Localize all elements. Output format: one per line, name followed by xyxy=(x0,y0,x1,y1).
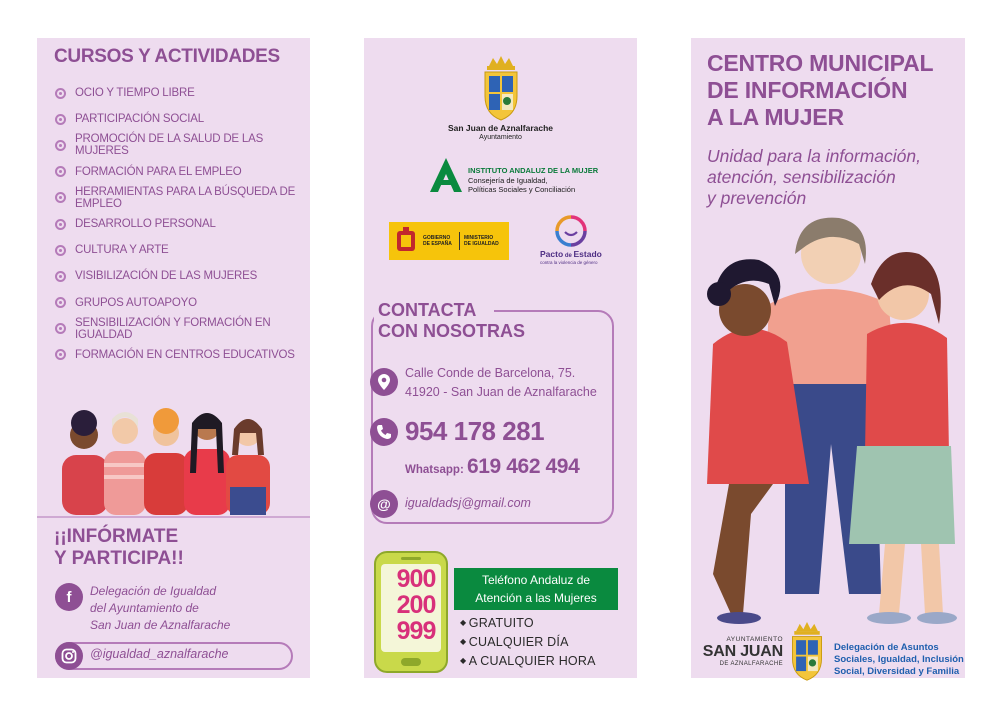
location-pin-icon xyxy=(55,140,66,151)
iam-logo xyxy=(428,156,464,194)
phone-icon xyxy=(370,418,398,446)
facebook-icon: f xyxy=(55,583,83,611)
hotline-number[interactable]: 900 200 999 xyxy=(396,565,436,645)
list-item: VISIBILIZACIÓN DE LAS MUJERES xyxy=(55,263,310,289)
list-item: HERRAMIENTAS PARA LA BÚSQUEDA DE EMPLEO xyxy=(55,185,310,211)
feature-any-day: ◆ CUALQUIER DÍA xyxy=(460,635,569,649)
list-item: DESARROLLO PERSONAL xyxy=(55,211,310,237)
location-pin-icon xyxy=(55,271,66,282)
list-item: OCIO Y TIEMPO LIBRE xyxy=(55,80,310,106)
location-pin-icon xyxy=(55,219,66,230)
pacto-estado-logo xyxy=(554,214,588,248)
hotline-banner: Teléfono Andaluz de Atención a las Mujeres xyxy=(454,568,618,610)
municipal-shield-logo xyxy=(481,56,521,122)
women-group-illustration xyxy=(54,383,292,515)
phone-number[interactable]: 954 178 281 xyxy=(405,416,545,446)
location-pin-icon xyxy=(55,323,66,334)
list-item: GRUPOS AUTOAPOYO xyxy=(55,290,310,316)
email-icon: @ xyxy=(370,490,398,518)
footer-ayto-wordmark: AYUNTAMIENTO SAN JUAN DE AZNALFARACHE xyxy=(702,636,783,667)
delegation-name: Delegación de Asuntos Sociales, Igualdad, Inclusión Social, Diversidad y Familia xyxy=(834,642,964,677)
location-pin-icon xyxy=(55,166,66,177)
contact-title: CONTACTA CON NOSOTRAS xyxy=(378,300,526,341)
list-item: CULTURA Y ARTE xyxy=(55,237,310,263)
municipal-shield-logo xyxy=(788,622,826,682)
location-pin-icon xyxy=(55,192,66,203)
panel-contact xyxy=(364,38,637,678)
cover-title: CENTRO MUNICIPAL DE INFORMACIÓN A LA MUJER xyxy=(707,50,934,130)
pacto-sub: contra la violencia de género xyxy=(540,260,598,265)
list-item: PARTICIPACIÓN SOCIAL xyxy=(55,106,310,132)
ayto-sub: Ayuntamiento xyxy=(479,134,522,141)
pacto-label: Pacto de Estado xyxy=(540,249,602,259)
location-pin-icon xyxy=(55,114,66,125)
instagram-icon xyxy=(55,642,83,670)
panel-courses xyxy=(37,38,310,678)
list-item: FORMACIÓN PARA EL EMPLEO xyxy=(55,159,310,185)
iam-text: INSTITUTO ANDALUZ DE LA MUJER Consejería de Igualdad, Políticas Sociales y Conciliación xyxy=(468,166,599,194)
list-item: PROMOCIÓN DE LA SALUD DE LAS MUJERES xyxy=(55,132,310,158)
courses-title: CURSOS Y ACTIVIDADES xyxy=(54,46,280,67)
location-pin-icon xyxy=(55,349,66,360)
list-item: FORMACIÓN EN CENTROS EDUCATIVOS xyxy=(55,342,310,368)
location-pin-icon xyxy=(55,297,66,308)
divider xyxy=(37,516,310,518)
feature-any-hour: ◆ A CUALQUIER HORA xyxy=(460,654,596,668)
location-pin-icon xyxy=(55,245,66,256)
cover-subtitle: Unidad para la información, atención, sensibilización y prevención xyxy=(707,146,922,208)
location-pin-icon xyxy=(55,88,66,99)
facebook-text: Delegación de Igualdad del Ayuntamiento de San Juan de Aznalfarache xyxy=(90,584,231,632)
coat-of-arms-icon xyxy=(395,227,417,255)
feature-free: ◆ GRATUITO xyxy=(460,616,534,630)
panel-cover xyxy=(691,38,965,678)
location-pin-icon xyxy=(370,368,398,396)
address: Calle Conde de Barcelona, 75. 41920 - San Juan de Aznalfarache xyxy=(405,366,597,399)
gobierno-espana-logo: GOBIERNO DE ESPAÑA MINISTERIO DE IGUALDAD xyxy=(389,222,509,260)
list-item: SENSIBILIZACIÓN Y FORMACIÓN EN IGUALDAD xyxy=(55,316,310,342)
three-women-illustration xyxy=(699,214,961,624)
whatsapp[interactable]: Whatsapp: 619 462 494 xyxy=(405,455,580,478)
ayto-name: San Juan de Aznalfarache xyxy=(447,123,554,133)
callout-heading: ¡¡INFÓRMATE Y PARTICIPA!! xyxy=(54,526,184,569)
email-address[interactable]: igualdadsj@gmail.com xyxy=(405,496,531,510)
course-list xyxy=(55,80,310,368)
instagram-handle: @igualdad_aznalfarache xyxy=(90,647,229,661)
